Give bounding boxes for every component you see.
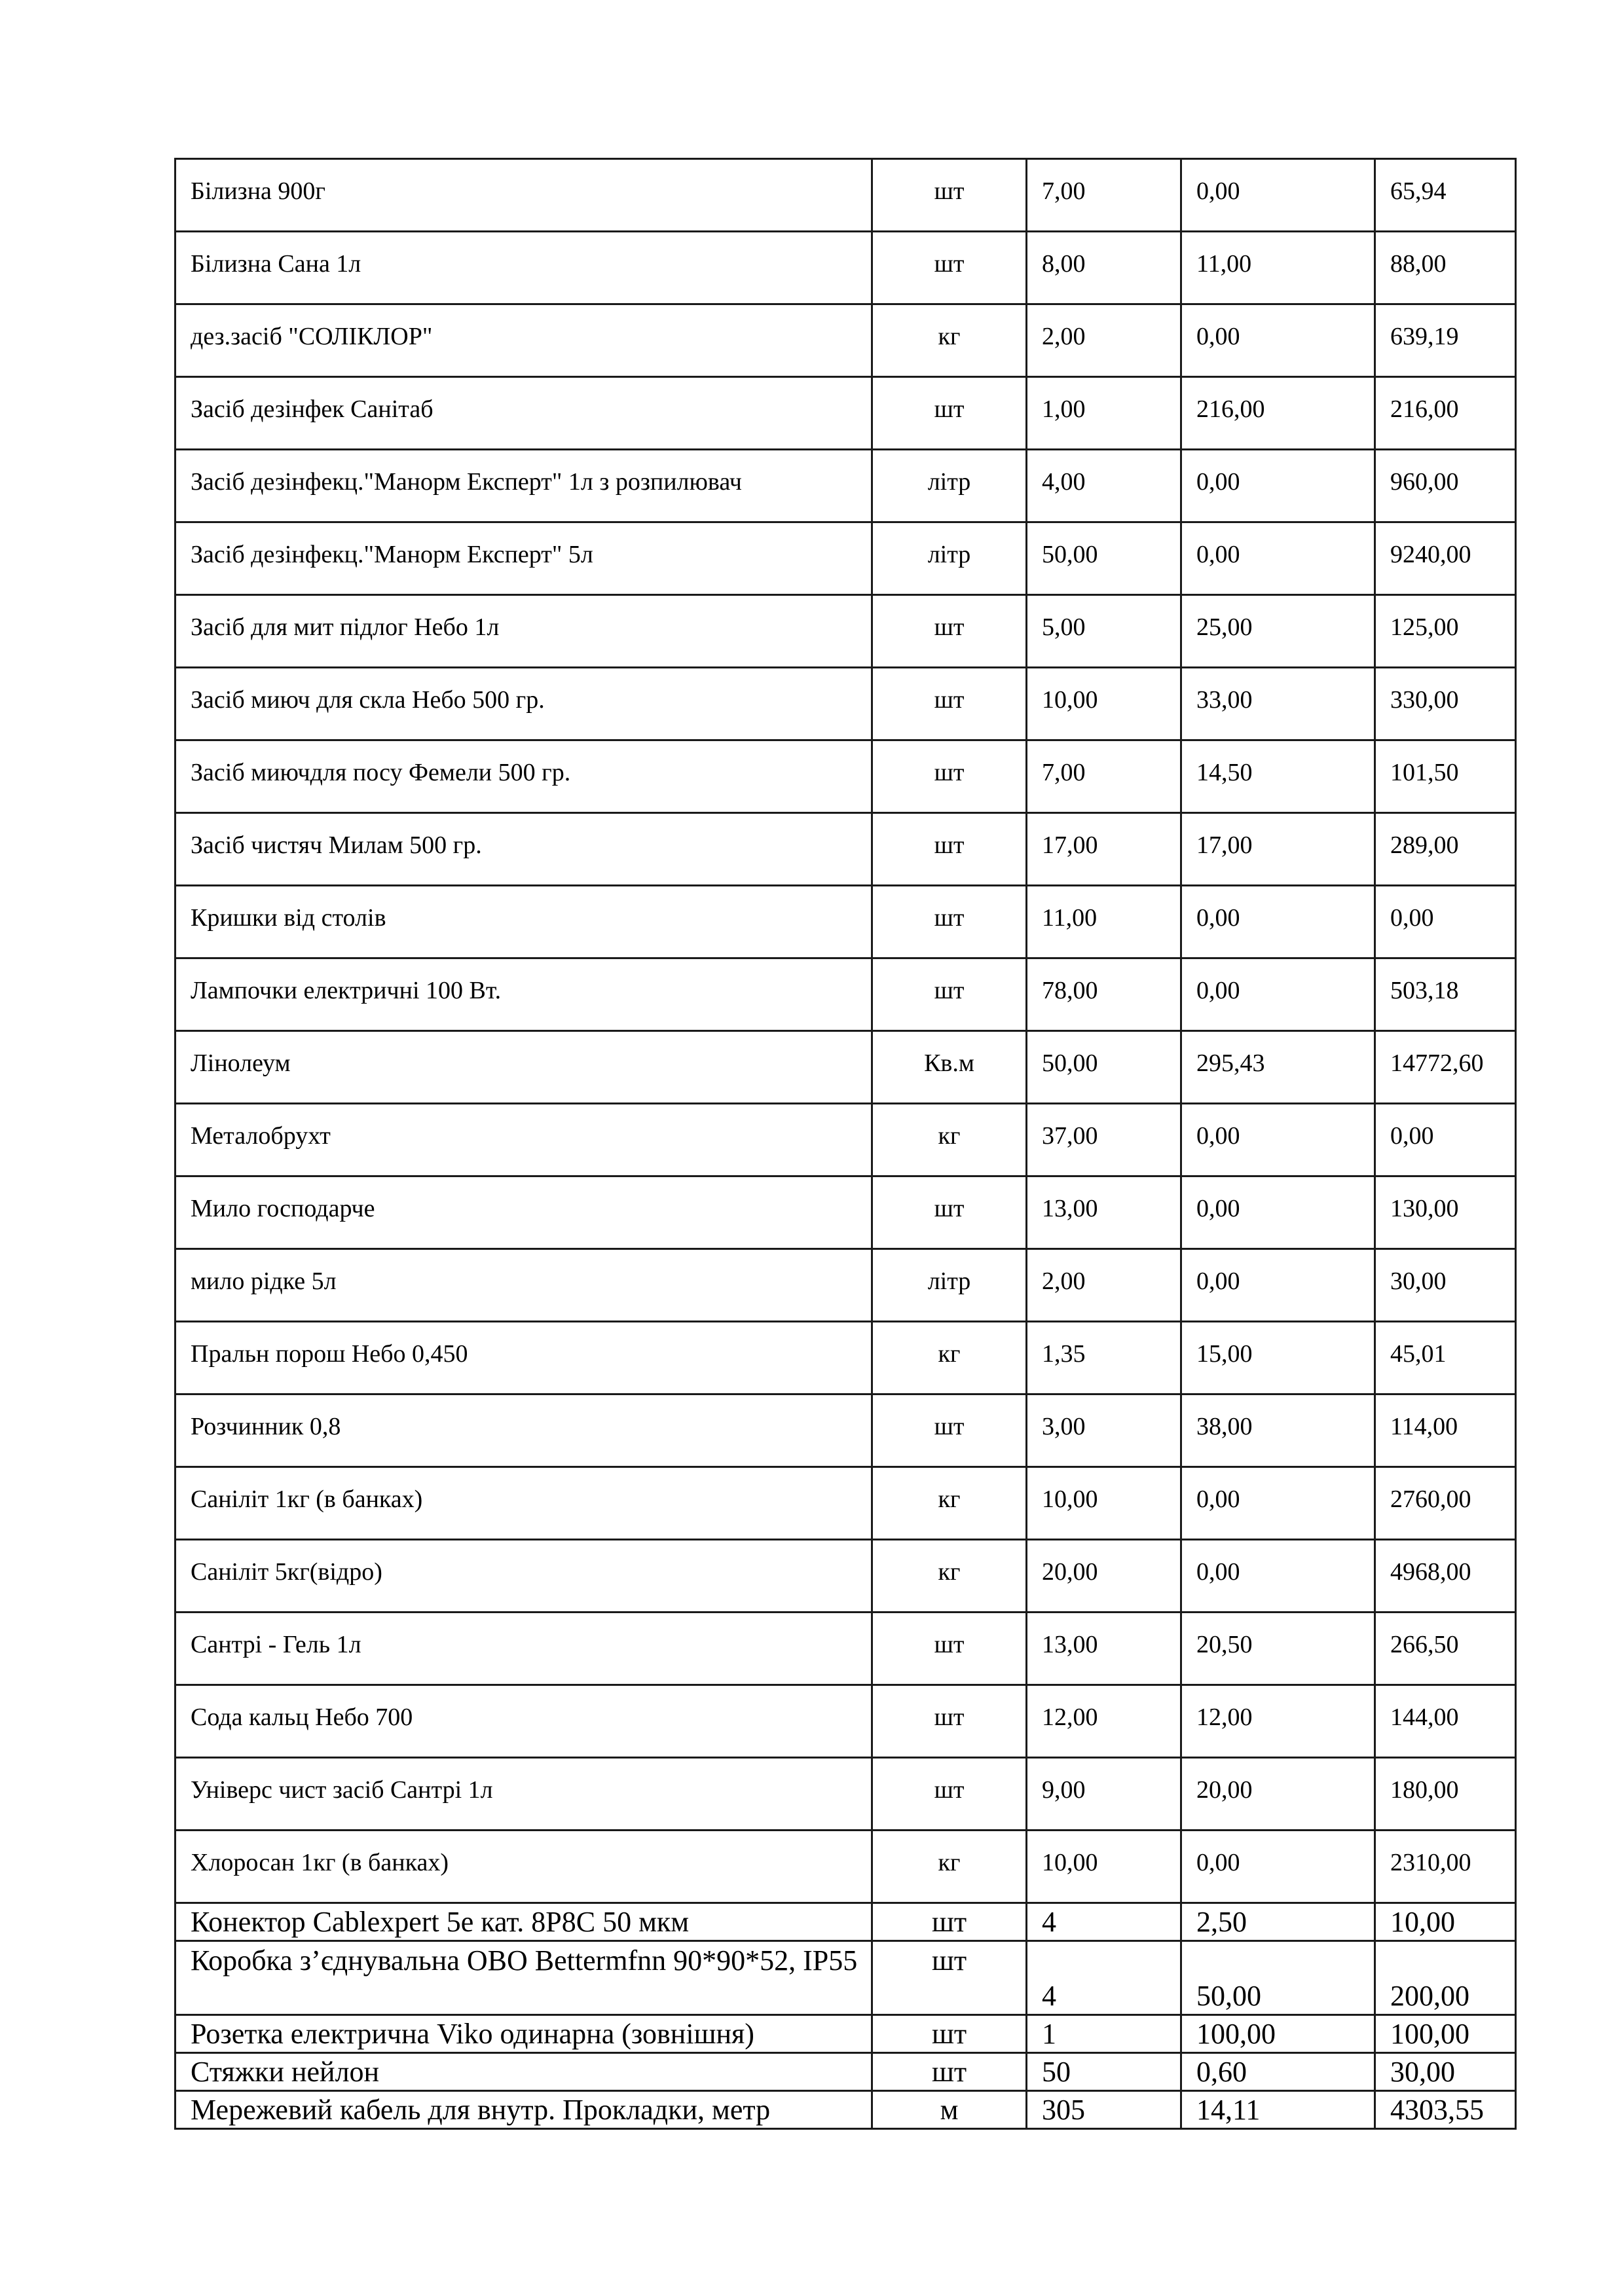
table-row [175, 304, 1516, 377]
total-cell: 2310,00 [1375, 1831, 1516, 1903]
unit-cell: шт [872, 2015, 1027, 2053]
price-cell: 216,00 [1181, 377, 1375, 450]
table-row [175, 450, 1516, 522]
price-cell: 11,00 [1181, 232, 1375, 304]
quantity-cell: 10,00 [1027, 1467, 1181, 1540]
item-name-cell: Сода кальц Небо 700 [175, 1685, 872, 1758]
total-cell: 45,01 [1375, 1322, 1516, 1394]
table-row [175, 159, 1516, 232]
quantity-cell: 3,00 [1027, 1394, 1181, 1467]
quantity-cell: 10,00 [1027, 668, 1181, 740]
item-name-cell: Засіб дезінфек Санітаб [175, 377, 872, 450]
total-cell: 101,50 [1375, 740, 1516, 813]
total-cell: 100,00 [1375, 2015, 1516, 2053]
total-cell: 9240,00 [1375, 522, 1516, 595]
price-cell: 100,00 [1181, 2015, 1375, 2053]
quantity-cell: 1 [1027, 2015, 1181, 2053]
item-name-cell: Білизна Сана 1л [175, 232, 872, 304]
item-name-cell: Розетка електрична Viko одинарна (зовнішня) [175, 2015, 872, 2053]
total-cell: 130,00 [1375, 1176, 1516, 1249]
quantity-cell: 4,00 [1027, 450, 1181, 522]
item-name-cell: Засіб миючдля посу Фемели 500 гр. [175, 740, 872, 813]
item-name-cell: Коробка з’єднувальна OBO Bettermfnn 90*90*52, IP55 [175, 1941, 872, 2015]
unit-cell: кг [872, 1104, 1027, 1176]
unit-cell: шт [872, 1903, 1027, 1941]
inventory-table-body [175, 159, 1516, 2129]
item-name-cell: Кришки від столів [175, 886, 872, 958]
price-cell: 38,00 [1181, 1394, 1375, 1467]
item-name-cell: Металобрухт [175, 1104, 872, 1176]
unit-cell: літр [872, 450, 1027, 522]
table-row [175, 1031, 1516, 1104]
unit-cell: літр [872, 522, 1027, 595]
table-row [175, 1249, 1516, 1322]
item-name-cell: Хлоросан 1кг (в банках) [175, 1831, 872, 1903]
quantity-cell: 10,00 [1027, 1831, 1181, 1903]
total-cell: 4968,00 [1375, 1540, 1516, 1613]
total-cell: 0,00 [1375, 886, 1516, 958]
unit-cell: кг [872, 1831, 1027, 1903]
unit-cell: шт [872, 740, 1027, 813]
price-cell: 0,00 [1181, 159, 1375, 232]
item-name-cell: Саніліт 1кг (в банках) [175, 1467, 872, 1540]
quantity-cell: 2,00 [1027, 1249, 1181, 1322]
table-row [175, 886, 1516, 958]
total-cell: 14772,60 [1375, 1031, 1516, 1104]
quantity-cell: 37,00 [1027, 1104, 1181, 1176]
quantity-cell: 20,00 [1027, 1540, 1181, 1613]
price-cell: 0,00 [1181, 450, 1375, 522]
unit-cell: шт [872, 1758, 1027, 1831]
table-row [175, 1176, 1516, 1249]
total-cell: 216,00 [1375, 377, 1516, 450]
table-row [175, 1831, 1516, 1903]
table-row [175, 1394, 1516, 1467]
item-name-cell: Засіб для мит підлог Небо 1л [175, 595, 872, 668]
price-cell: 0,00 [1181, 1467, 1375, 1540]
price-cell: 295,43 [1181, 1031, 1375, 1104]
unit-cell: шт [872, 886, 1027, 958]
item-name-cell: Саніліт 5кг(відро) [175, 1540, 872, 1613]
total-cell: 4303,55 [1375, 2091, 1516, 2129]
unit-cell: шт [872, 1941, 1027, 2015]
total-cell: 114,00 [1375, 1394, 1516, 1467]
table-row [175, 813, 1516, 886]
price-cell: 33,00 [1181, 668, 1375, 740]
item-name-cell: Розчинник 0,8 [175, 1394, 872, 1467]
price-cell: 25,00 [1181, 595, 1375, 668]
total-cell: 88,00 [1375, 232, 1516, 304]
price-cell: 14,50 [1181, 740, 1375, 813]
table-row [175, 668, 1516, 740]
price-cell: 20,00 [1181, 1758, 1375, 1831]
total-cell: 330,00 [1375, 668, 1516, 740]
total-cell: 960,00 [1375, 450, 1516, 522]
table-row [175, 232, 1516, 304]
table-row [175, 595, 1516, 668]
unit-cell: шт [872, 377, 1027, 450]
quantity-cell: 12,00 [1027, 1685, 1181, 1758]
total-cell: 65,94 [1375, 159, 1516, 232]
price-cell: 12,00 [1181, 1685, 1375, 1758]
table-row [175, 377, 1516, 450]
unit-cell: шт [872, 1685, 1027, 1758]
table-row [175, 1613, 1516, 1685]
item-name-cell: Пральн порош Небо 0,450 [175, 1322, 872, 1394]
total-cell: 125,00 [1375, 595, 1516, 668]
price-cell: 50,00 [1181, 1941, 1375, 2015]
unit-cell: кг [872, 304, 1027, 377]
total-cell: 10,00 [1375, 1903, 1516, 1941]
item-name-cell: Сантрі - Гель 1л [175, 1613, 872, 1685]
total-cell: 2760,00 [1375, 1467, 1516, 1540]
quantity-cell: 7,00 [1027, 740, 1181, 813]
unit-cell: Кв.м [872, 1031, 1027, 1104]
item-name-cell: Універс чист засіб Сантрі 1л [175, 1758, 872, 1831]
unit-cell: м [872, 2091, 1027, 2129]
item-name-cell: Засіб миюч для скла Небо 500 гр. [175, 668, 872, 740]
unit-cell: літр [872, 1249, 1027, 1322]
quantity-cell: 8,00 [1027, 232, 1181, 304]
item-name-cell: мило рідке 5л [175, 1249, 872, 1322]
price-cell: 0,00 [1181, 958, 1375, 1031]
total-cell: 30,00 [1375, 2053, 1516, 2091]
price-cell: 17,00 [1181, 813, 1375, 886]
item-name-cell: дез.засіб "СОЛІКЛОР" [175, 304, 872, 377]
item-name-cell: Конектор Cablexpert 5е кат. 8P8C 50 мкм [175, 1903, 872, 1941]
price-cell: 0,00 [1181, 304, 1375, 377]
item-name-cell: Білизна 900г [175, 159, 872, 232]
table-row [175, 1467, 1516, 1540]
unit-cell: кг [872, 1467, 1027, 1540]
unit-cell: шт [872, 159, 1027, 232]
table-row [175, 1104, 1516, 1176]
item-name-cell: Засіб дезінфекц."Манорм Експерт" 5л [175, 522, 872, 595]
price-cell: 20,50 [1181, 1613, 1375, 1685]
quantity-cell: 1,35 [1027, 1322, 1181, 1394]
price-cell: 0,00 [1181, 1176, 1375, 1249]
quantity-cell: 1,00 [1027, 377, 1181, 450]
unit-cell: кг [872, 1540, 1027, 1613]
price-cell: 0,00 [1181, 1249, 1375, 1322]
item-name-cell: Мережевий кабель для внутр. Прокладки, метр [175, 2091, 872, 2129]
unit-cell: шт [872, 232, 1027, 304]
quantity-cell: 13,00 [1027, 1176, 1181, 1249]
quantity-cell: 50 [1027, 2053, 1181, 2091]
total-cell: 289,00 [1375, 813, 1516, 886]
total-cell: 144,00 [1375, 1685, 1516, 1758]
price-cell: 15,00 [1181, 1322, 1375, 1394]
total-cell: 200,00 [1375, 1941, 1516, 2015]
total-cell: 180,00 [1375, 1758, 1516, 1831]
total-cell: 0,00 [1375, 1104, 1516, 1176]
item-name-cell: Засіб дезінфекц."Манорм Експерт" 1л з розпилювач [175, 450, 872, 522]
price-cell: 0,00 [1181, 886, 1375, 958]
inventory-table [174, 158, 1517, 2130]
table-row [175, 2015, 1516, 2053]
quantity-cell: 13,00 [1027, 1613, 1181, 1685]
total-cell: 639,19 [1375, 304, 1516, 377]
item-name-cell: Мило господарче [175, 1176, 872, 1249]
unit-cell: кг [872, 1322, 1027, 1394]
item-name-cell: Лінолеум [175, 1031, 872, 1104]
quantity-cell: 11,00 [1027, 886, 1181, 958]
quantity-cell: 78,00 [1027, 958, 1181, 1031]
table-row [175, 1903, 1516, 1941]
price-cell: 14,11 [1181, 2091, 1375, 2129]
price-cell: 0,00 [1181, 522, 1375, 595]
quantity-cell: 7,00 [1027, 159, 1181, 232]
quantity-cell: 17,00 [1027, 813, 1181, 886]
unit-cell: шт [872, 958, 1027, 1031]
quantity-cell: 5,00 [1027, 595, 1181, 668]
total-cell: 30,00 [1375, 1249, 1516, 1322]
item-name-cell: Лампочки електричні 100 Вт. [175, 958, 872, 1031]
table-row [175, 1758, 1516, 1831]
item-name-cell: Засіб чистяч Милам 500 гр. [175, 813, 872, 886]
quantity-cell: 50,00 [1027, 522, 1181, 595]
unit-cell: шт [872, 1613, 1027, 1685]
unit-cell: шт [872, 1394, 1027, 1467]
table-row [175, 1685, 1516, 1758]
price-cell: 2,50 [1181, 1903, 1375, 1941]
item-name-cell: Стяжки нейлон [175, 2053, 872, 2091]
quantity-cell: 4 [1027, 1903, 1181, 1941]
unit-cell: шт [872, 668, 1027, 740]
table-row [175, 1540, 1516, 1613]
quantity-cell: 2,00 [1027, 304, 1181, 377]
total-cell: 266,50 [1375, 1613, 1516, 1685]
quantity-cell: 9,00 [1027, 1758, 1181, 1831]
unit-cell: шт [872, 813, 1027, 886]
table-row [175, 522, 1516, 595]
price-cell: 0,00 [1181, 1831, 1375, 1903]
price-cell: 0,00 [1181, 1540, 1375, 1613]
price-cell: 0,60 [1181, 2053, 1375, 2091]
table-row [175, 1941, 1516, 2015]
table-row [175, 740, 1516, 813]
quantity-cell: 50,00 [1027, 1031, 1181, 1104]
table-row [175, 958, 1516, 1031]
price-cell: 0,00 [1181, 1104, 1375, 1176]
total-cell: 503,18 [1375, 958, 1516, 1031]
table-row [175, 1322, 1516, 1394]
unit-cell: шт [872, 1176, 1027, 1249]
table-row [175, 2091, 1516, 2129]
quantity-cell: 305 [1027, 2091, 1181, 2129]
quantity-cell: 4 [1027, 1941, 1181, 2015]
unit-cell: шт [872, 595, 1027, 668]
table-row [175, 2053, 1516, 2091]
unit-cell: шт [872, 2053, 1027, 2091]
